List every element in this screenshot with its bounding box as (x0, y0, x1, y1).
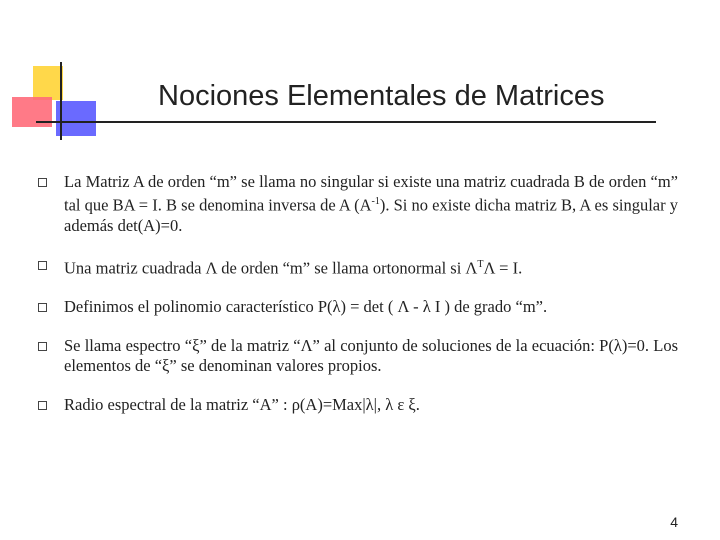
title-underline (36, 121, 656, 123)
bullet-square-icon (38, 401, 47, 410)
bullet-square-icon (38, 303, 47, 312)
bullet-square-icon (38, 178, 47, 187)
decorative-logo (0, 0, 110, 150)
bullet-item (38, 297, 678, 317)
bullet-list (38, 172, 678, 434)
page-number: 4 (670, 514, 678, 530)
slide-title: Nociones Elementales de Matrices (158, 80, 605, 112)
bullet-text: Una matriz cuadrada Λ de orden “m” se llama ortonormal si $\Lambda^T\Lambda = I$. (64, 258, 523, 277)
bullet-item (38, 395, 678, 415)
bullet-text: La Matriz A de orden “m” se llama no singular si existe una matriz cuadrada B de orden “m” tal que BA = I. B se denomina inversa de A $(A^{-1})$. Si no existe dicha matriz B, A es singular y además det(A)=0. (64, 172, 679, 235)
bullet-text: Definimos el polinomio característico P(λ) = det ( Λ - λ I ) de grado “m”. (64, 297, 548, 316)
logo-vertical-line (60, 62, 62, 140)
bullet-item (38, 172, 678, 236)
bullet-text: Radio espectral de la matriz “A” : ρ(A)=Max|λ|, λ ε ξ. (64, 395, 420, 414)
bullet-square-icon (38, 342, 47, 351)
bullet-text: Se llama espectro “ξ” de la matriz “Λ” al conjunto de soluciones de la ecuación: P(λ)=0. Los elementos de “ξ” se denominan valores propios. (64, 336, 678, 375)
bullet-item (38, 336, 678, 376)
bullet-square-icon (38, 261, 47, 270)
yellow-square (33, 66, 63, 100)
bullet-item (38, 255, 678, 279)
blue-square (56, 101, 96, 136)
